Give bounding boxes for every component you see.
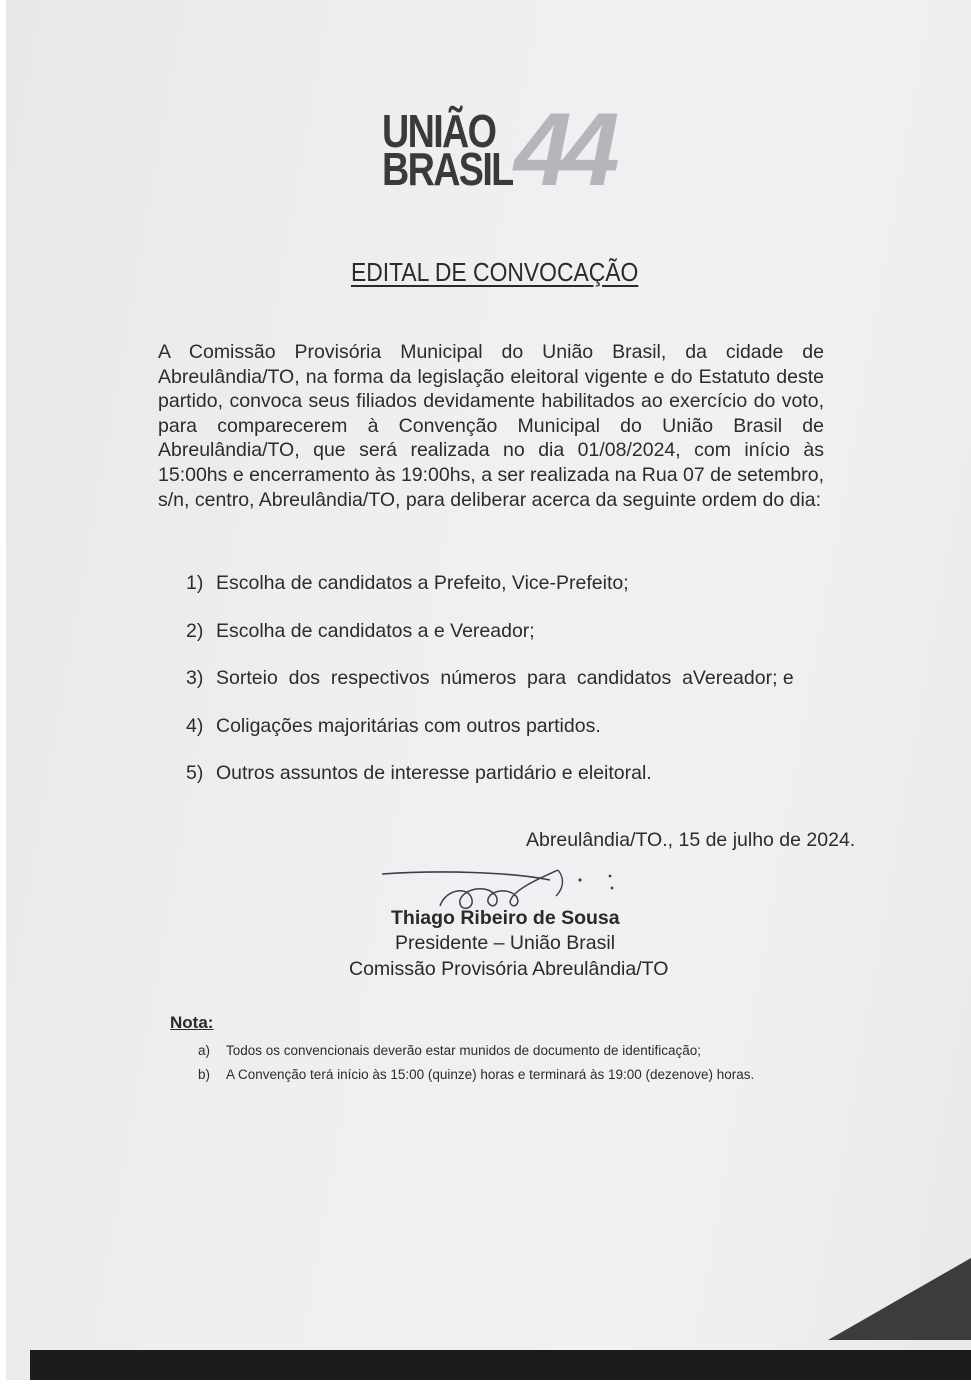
- logo-number: 44: [514, 92, 610, 208]
- agenda-item: 2) Escolha de candidatos a e Vereador;: [186, 619, 535, 642]
- place-date: Abreulândia/TO., 15 de julho de 2024.: [526, 829, 856, 851]
- agenda-item: 5) Outros assuntos de interesse partidário e eleitoral.: [186, 762, 652, 784]
- note-title: Nota:: [170, 1013, 214, 1032]
- note-item: a) Todos os convencionais deverão estar munidos de documento de identificação;: [198, 1043, 702, 1058]
- agenda-item: 3) Sorteio dos respectivos números para candidatos aVereador; e: [186, 667, 794, 689]
- logo-word-uniao: UNIÃO: [382, 105, 496, 157]
- page-bottom-edge: [0, 1380, 971, 1399]
- signatory-commission: Comissão Provisória Abreulândia/TO: [349, 958, 669, 980]
- footer-bar: [30, 1350, 971, 1380]
- convocation-paragraph: A Comissão Provisória Municipal do União Brasil, da cidade de Abreulândia/TO, na forma da legislação eleitoral vigente e do Estatuto deste partido, convoca seus filiados devidamente habilitados ao exercício do voto, para comparecerem à Convenção Municipal do União Brasil de Abreulândia/TO, que será realizada no dia 01/08/2024, com início às 15:00hs e encerramento às 19:00hs, a ser realizada na Rua 07 de setembro, s/n, centro, Abreulândia/TO, para deliberar acerca da seguinte ordem do dia:: [158, 341, 824, 511]
- agenda-item: 4) Coligações majoritárias com outros partidos.: [186, 714, 601, 737]
- signatory-role: Presidente – União Brasil: [395, 932, 616, 954]
- signatory-name: Thiago Ribeiro de Sousa: [391, 907, 620, 929]
- document-title: EDITAL DE CONVOCAÇÃO: [351, 257, 639, 287]
- note-item: b) A Convenção terá início às 15:00 (quinze) horas e terminará às 19:00 (dezenove) horas.: [198, 1067, 755, 1082]
- logo-word-brasil: BRASIL: [382, 143, 513, 195]
- agenda-item: 1) Escolha de candidatos a Prefeito, Vice-Prefeito;: [186, 572, 629, 594]
